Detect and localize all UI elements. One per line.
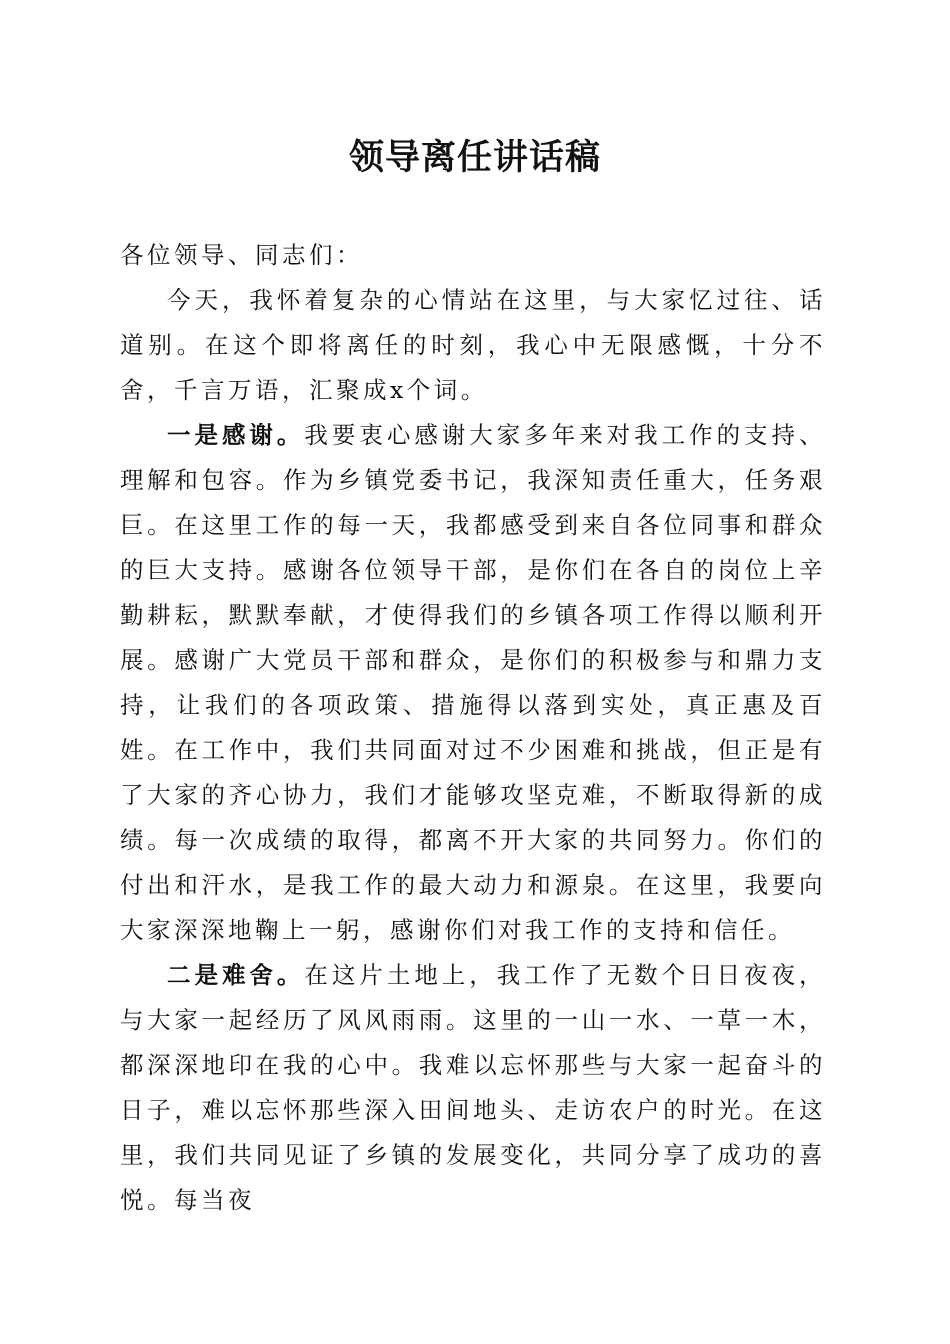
document-body bbox=[120, 233, 826, 1223]
paragraph-thanks bbox=[120, 413, 826, 953]
paragraph-text: 我要衷心感谢大家多年来对我工作的支持、理解和包容。作为乡镇党委书记，我深知责任重大，任务艰巨。在这里工作的每一天，我都感受到来自各位同事和群众的巨大支持。感谢各位领导干部，是你们在各自的岗位上辛勤耕耘，默默奉献，才使得我们的乡镇各项工作得以顺利开展。感谢广大党员干部和群众，是你们的积极参与和鼎力支持，让我们的各项政策、措施得以落到实处，真正惠及百姓。在工作中，我们共同面对过不少困难和挑战，但正是有了大家的齐心协力，我们才能够攻坚克难，不断取得新的成绩。每一次成绩的取得，都离不开大家的共同努力。你们的付出和汗水，是我工作的最大动力和源泉。在这里，我要向大家深深地鞠上一躬，感谢你们对我工作的支持和信任。 bbox=[120, 421, 827, 944]
paragraph-lead-heading: 一是感谢。 bbox=[167, 421, 305, 449]
document-title: 领导离任讲话稿 bbox=[348, 137, 601, 178]
paragraph-lead-heading: 二是难舍。 bbox=[167, 961, 305, 989]
paragraph-intro bbox=[120, 278, 826, 413]
paragraph-reluctance bbox=[120, 953, 826, 1223]
paragraph-text: 今天，我怀着复杂的心情站在这里，与大家忆过往、话道别。在这个即将离任的时刻，我心中无限感慨，十分不舍，千言万语，汇聚成x个词。 bbox=[120, 286, 826, 404]
paragraph-text: 在这片土地上，我工作了无数个日日夜夜，与大家一起经历了风风雨雨。这里的一山一水、一草一木，都深深地印在我的心中。我难以忘怀那些与大家一起奋斗的日子，难以忘怀那些深入田间地头、走访农户的时光。在这里，我们共同见证了乡镇的发展变化，共同分享了成功的喜悦。每当夜 bbox=[120, 961, 827, 1214]
salutation: 各位领导、同志们： bbox=[120, 241, 363, 269]
